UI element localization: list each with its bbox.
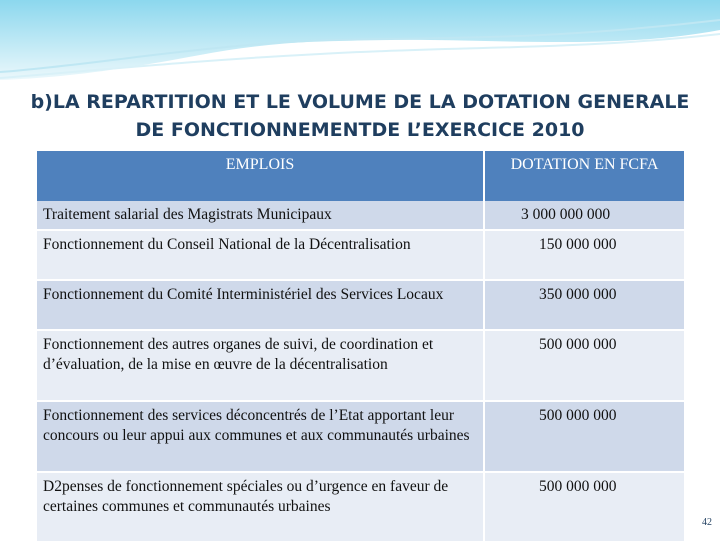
table-row (37, 201, 684, 231)
page-title: b)LA REPARTITION ET LE VOLUME DE LA DOTATION GENERALE DE FONCTIONNEMENTDE L’EXERCICE 2010 (30, 91, 690, 141)
row-amount: 150 000 000 (485, 231, 684, 279)
row-amount: 500 000 000 (485, 331, 684, 400)
row-amount: 500 000 000 (485, 402, 684, 471)
header-wave-decoration (0, 0, 720, 90)
dotation-table (37, 151, 684, 543)
table-header-row (37, 151, 684, 201)
row-label: Fonctionnement des services déconcentrés de l’Etat apportant leur concours ou leur appui aux communes et aux communautés urbaines (37, 402, 485, 471)
header-emplois: EMPLOIS (37, 151, 485, 201)
row-amount: 350 000 000 (485, 281, 684, 329)
page-number: 42 (702, 517, 712, 528)
row-label: Fonctionnement des autres organes de suivi, de coordination et d’évaluation, de la mise en œuvre de la décentralisation (37, 331, 485, 400)
table-row (37, 331, 684, 402)
row-label: Traitement salarial des Magistrats Municipaux (37, 201, 485, 229)
table-row (37, 402, 684, 473)
row-label: D2penses de fonctionnement spéciales ou d’urgence en faveur de certaines communes et communautés urbaines (37, 473, 485, 541)
row-amount: 3 000 000 000 (485, 201, 684, 229)
row-label: Fonctionnement du Comité Interministériel des Services Locaux (37, 281, 485, 329)
row-label: Fonctionnement du Conseil National de la Décentralisation (37, 231, 485, 279)
table-row (37, 231, 684, 281)
table-row (37, 281, 684, 331)
table-row (37, 473, 684, 543)
header-dotation: DOTATION EN FCFA (510, 156, 659, 173)
row-amount: 500 000 000 (485, 473, 684, 541)
